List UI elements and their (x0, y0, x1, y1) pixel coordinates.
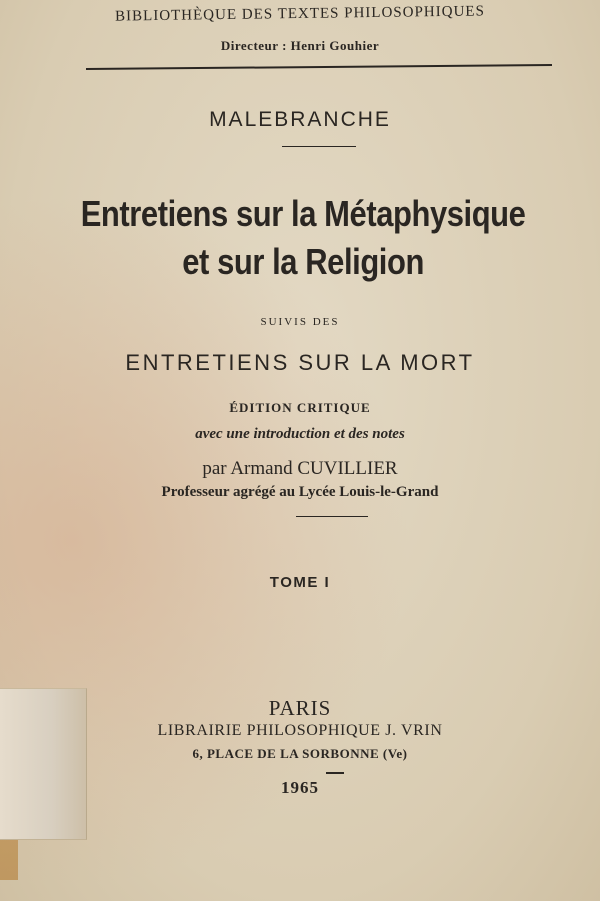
book-title (45, 190, 561, 286)
book-title-line-2: et sur la Religion (182, 241, 424, 282)
edition-description: avec une introduction et des notes (195, 426, 405, 442)
book-title-line-1: Entretiens sur la Métaphysique (80, 193, 526, 234)
volume-number: TOME I (269, 574, 331, 591)
imprint-publisher: LIBRAIRIE PHILOSOPHIQUE J. VRIN (157, 722, 443, 739)
author-name: MALEBRANCHE (209, 108, 391, 131)
editor-name: par Armand CUVILLIER (202, 458, 398, 479)
imprint-address: 6, PLACE DE LA SORBONNE (Ve) (192, 746, 408, 761)
suivis-des: SUIVIS DES (260, 316, 340, 328)
imprint-year: 1965 (281, 778, 319, 797)
imprint-rule (326, 772, 344, 774)
series-director: Directeur : Henri Gouhier (220, 38, 380, 53)
edition-label: ÉDITION CRITIQUE (229, 400, 371, 415)
imprint-city: PARIS (268, 696, 332, 720)
author-rule (282, 146, 356, 147)
header-rule (86, 64, 552, 70)
editor-role: Professeur agrégé au Lycée Louis-le-Grand (161, 484, 439, 500)
series-title: BIBLIOTHÈQUE DES TEXTES PHILOSOPHIQUES (114, 3, 485, 25)
editor-rule (296, 516, 368, 517)
book-subtitle: ENTRETIENS SUR LA MORT (125, 350, 475, 375)
